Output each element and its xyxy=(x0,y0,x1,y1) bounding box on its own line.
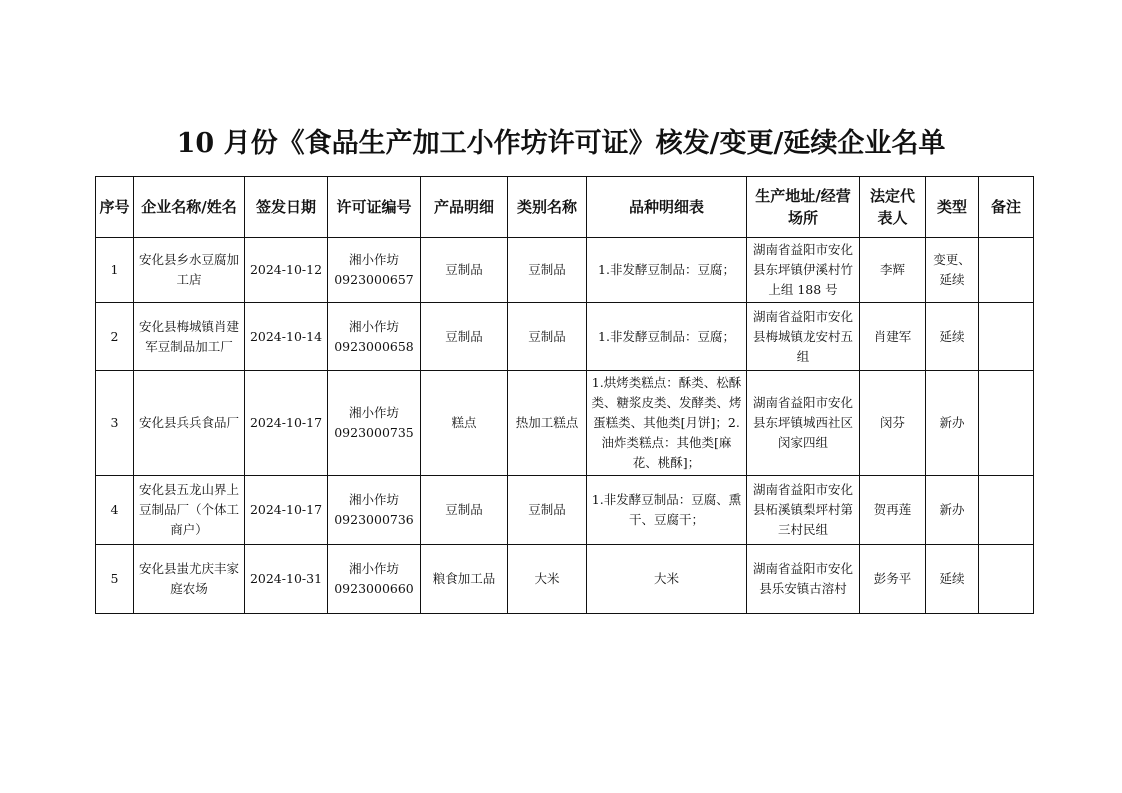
cell-production-address: 湖南省益阳市安化县东坪镇城西社区闵家四组 xyxy=(747,371,860,476)
cell-remark xyxy=(979,476,1034,545)
license-code: 0923000736 xyxy=(334,512,414,527)
header-enterprise-name: 企业名称/姓名 xyxy=(134,177,245,238)
cell-type: 延续 xyxy=(926,303,979,371)
cell-serial-number: 4 xyxy=(96,476,134,545)
cell-license-number xyxy=(328,476,421,545)
cell-remark xyxy=(979,545,1034,614)
cell-category-name: 热加工糕点 xyxy=(508,371,587,476)
cell-product-detail: 粮食加工品 xyxy=(421,545,508,614)
cell-category-name: 大米 xyxy=(508,545,587,614)
table-header-row xyxy=(96,177,1034,238)
cell-serial-number: 2 xyxy=(96,303,134,371)
cell-category-name: 豆制品 xyxy=(508,476,587,545)
header-remark: 备注 xyxy=(979,177,1034,238)
cell-enterprise-name: 安化县蚩尤庆丰家庭农场 xyxy=(134,545,245,614)
cell-variety-list: 大米 xyxy=(587,545,747,614)
cell-legal-representative: 彭务平 xyxy=(860,545,926,614)
header-type: 类型 xyxy=(926,177,979,238)
license-prefix: 湘小作坊 xyxy=(348,252,399,267)
cell-category-name: 豆制品 xyxy=(508,303,587,371)
cell-product-detail: 豆制品 xyxy=(421,238,508,303)
license-code: 0923000735 xyxy=(334,425,414,440)
cell-remark xyxy=(979,238,1034,303)
cell-license-number xyxy=(328,303,421,371)
cell-category-name: 豆制品 xyxy=(508,238,587,303)
license-prefix: 湘小作坊 xyxy=(348,561,399,576)
cell-serial-number: 5 xyxy=(96,545,134,614)
cell-type: 延续 xyxy=(926,545,979,614)
cell-product-detail: 豆制品 xyxy=(421,476,508,545)
cell-remark xyxy=(979,303,1034,371)
header-production-address: 生产地址/经营场所 xyxy=(747,177,860,238)
cell-product-detail: 豆制品 xyxy=(421,303,508,371)
cell-legal-representative: 肖建军 xyxy=(860,303,926,371)
cell-issue-date: 2024-10-12 xyxy=(245,238,328,303)
cell-issue-date: 2024-10-17 xyxy=(245,476,328,545)
table-row xyxy=(96,303,1034,371)
header-variety-list: 品种明细表 xyxy=(587,177,747,238)
table-row xyxy=(96,476,1034,545)
cell-type: 新办 xyxy=(926,371,979,476)
table-row xyxy=(96,371,1034,476)
cell-serial-number: 1 xyxy=(96,238,134,303)
cell-license-number xyxy=(328,238,421,303)
cell-enterprise-name: 安化县兵兵食品厂 xyxy=(134,371,245,476)
cell-type: 变更、延续 xyxy=(926,238,979,303)
cell-variety-list: 1.非发酵豆制品：豆腐、熏干、豆腐干； xyxy=(587,476,747,545)
license-prefix: 湘小作坊 xyxy=(348,318,399,334)
header-issue-date: 签发日期 xyxy=(245,177,328,238)
cell-enterprise-name: 安化县五龙山界上豆制品厂（个体工商户） xyxy=(134,476,245,545)
license-code: 0923000657 xyxy=(334,272,414,287)
cell-issue-date: 2024-10-31 xyxy=(245,545,328,614)
cell-type: 新办 xyxy=(926,476,979,545)
table-row xyxy=(96,238,1034,303)
cell-license-number xyxy=(328,371,421,476)
cell-production-address: 湖南省益阳市安化县梅城镇龙安村五组 xyxy=(747,303,860,371)
cell-production-address: 湖南省益阳市安化县东坪镇伊溪村竹上组 188 号 xyxy=(747,238,860,303)
license-prefix: 湘小作坊 xyxy=(348,492,399,507)
table-row xyxy=(96,545,1034,614)
cell-production-address: 湖南省益阳市安化县柘溪镇梨坪村第三村民组 xyxy=(747,476,860,545)
cell-license-number xyxy=(328,545,421,614)
cell-serial-number: 3 xyxy=(96,371,134,476)
cell-issue-date: 2024-10-17 xyxy=(245,371,328,476)
cell-enterprise-name: 安化县乡水豆腐加工店 xyxy=(134,238,245,303)
header-product-detail: 产品明细 xyxy=(421,177,508,238)
header-legal-representative: 法定代表人 xyxy=(860,177,926,238)
header-license-number: 许可证编号 xyxy=(328,177,421,238)
cell-variety-list: 1.烘烤类糕点：酥类、松酥类、糖浆皮类、发酵类、烤蛋糕类、其他类[月饼]；2.油炸类糕点：其他类[麻花、桃酥]； xyxy=(587,371,747,476)
cell-production-address: 湖南省益阳市安化县乐安镇古溶村 xyxy=(747,545,860,614)
license-code: 0923000660 xyxy=(334,581,414,596)
cell-legal-representative: 李辉 xyxy=(860,238,926,303)
cell-variety-list: 1.非发酵豆制品：豆腐； xyxy=(587,303,747,371)
cell-issue-date: 2024-10-14 xyxy=(245,303,328,371)
cell-product-detail: 糕点 xyxy=(421,371,508,476)
enterprise-table xyxy=(95,176,1034,614)
cell-remark xyxy=(979,371,1034,476)
header-serial-number: 序号 xyxy=(96,177,134,238)
license-prefix: 湘小作坊 xyxy=(348,405,399,420)
cell-legal-representative: 贺再莲 xyxy=(860,476,926,545)
license-code: 0923000658 xyxy=(334,338,414,354)
header-category-name: 类别名称 xyxy=(508,177,587,238)
cell-variety-list: 1.非发酵豆制品：豆腐； xyxy=(587,238,747,303)
cell-legal-representative: 闵芬 xyxy=(860,371,926,476)
cell-enterprise-name: 安化县梅城镇肖建军豆制品加工厂 xyxy=(134,303,245,371)
page-title: 10 月份《食品生产加工小作坊许可证》核发/变更/延续企业名单 xyxy=(176,128,946,159)
